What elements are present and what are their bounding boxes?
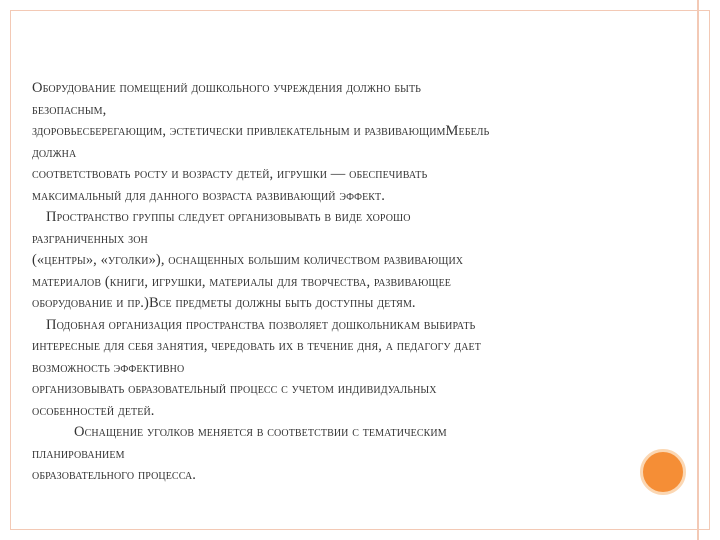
text-line-1: Оборудование помещений дошкольного учреждения должно быть bbox=[32, 80, 422, 96]
text-line-14: возможность эффективно bbox=[32, 359, 185, 376]
text-line-13: интересные для себя занятия, чередовать их в течение дня, а педагогу дает bbox=[32, 338, 481, 354]
orange-circle-decoration bbox=[640, 449, 686, 495]
text-line-16: особенностей детей. bbox=[32, 402, 155, 419]
text-line-12: Подобная организация пространства позволяет дошкольникам выбирать bbox=[46, 316, 476, 333]
slide-right-border bbox=[697, 0, 699, 540]
text-line-15: организовывать образовательный процесс с учетом индивидуальных bbox=[32, 381, 437, 397]
text-line-4: должна bbox=[32, 144, 77, 161]
text-line-9: («центры», «уголки»), оснащенных большим количеством развивающих bbox=[32, 252, 464, 268]
text-line-17: Оснащение уголков меняется в соответствии с тематическим bbox=[74, 424, 447, 440]
text-line-8: разграниченных зон bbox=[32, 230, 148, 247]
text-line-3: здоровьесберегающим, эстетически привлекательным и развивающимМебель bbox=[32, 123, 490, 139]
text-line-19: образовательного процесса. bbox=[32, 467, 197, 483]
text-line-5: соответствовать росту и возрасту детей, игрушки — обеспечивать bbox=[32, 166, 428, 182]
text-line-7: Пространство группы следует организовывать в виде хорошо bbox=[46, 209, 411, 225]
text-line-18: планированием bbox=[32, 445, 125, 462]
text-line-10: материалов (книги, игрушки, материалы для творчества, развивающее bbox=[32, 273, 452, 290]
text-line-6: максимальный для данного возраста развивающий эффект. bbox=[32, 187, 385, 204]
text-line-11: оборудование и пр.)Все предметы должны быть доступны детям. bbox=[32, 295, 416, 311]
slide-body-text bbox=[32, 78, 692, 487]
text-line-2: безопасным, bbox=[32, 101, 107, 118]
